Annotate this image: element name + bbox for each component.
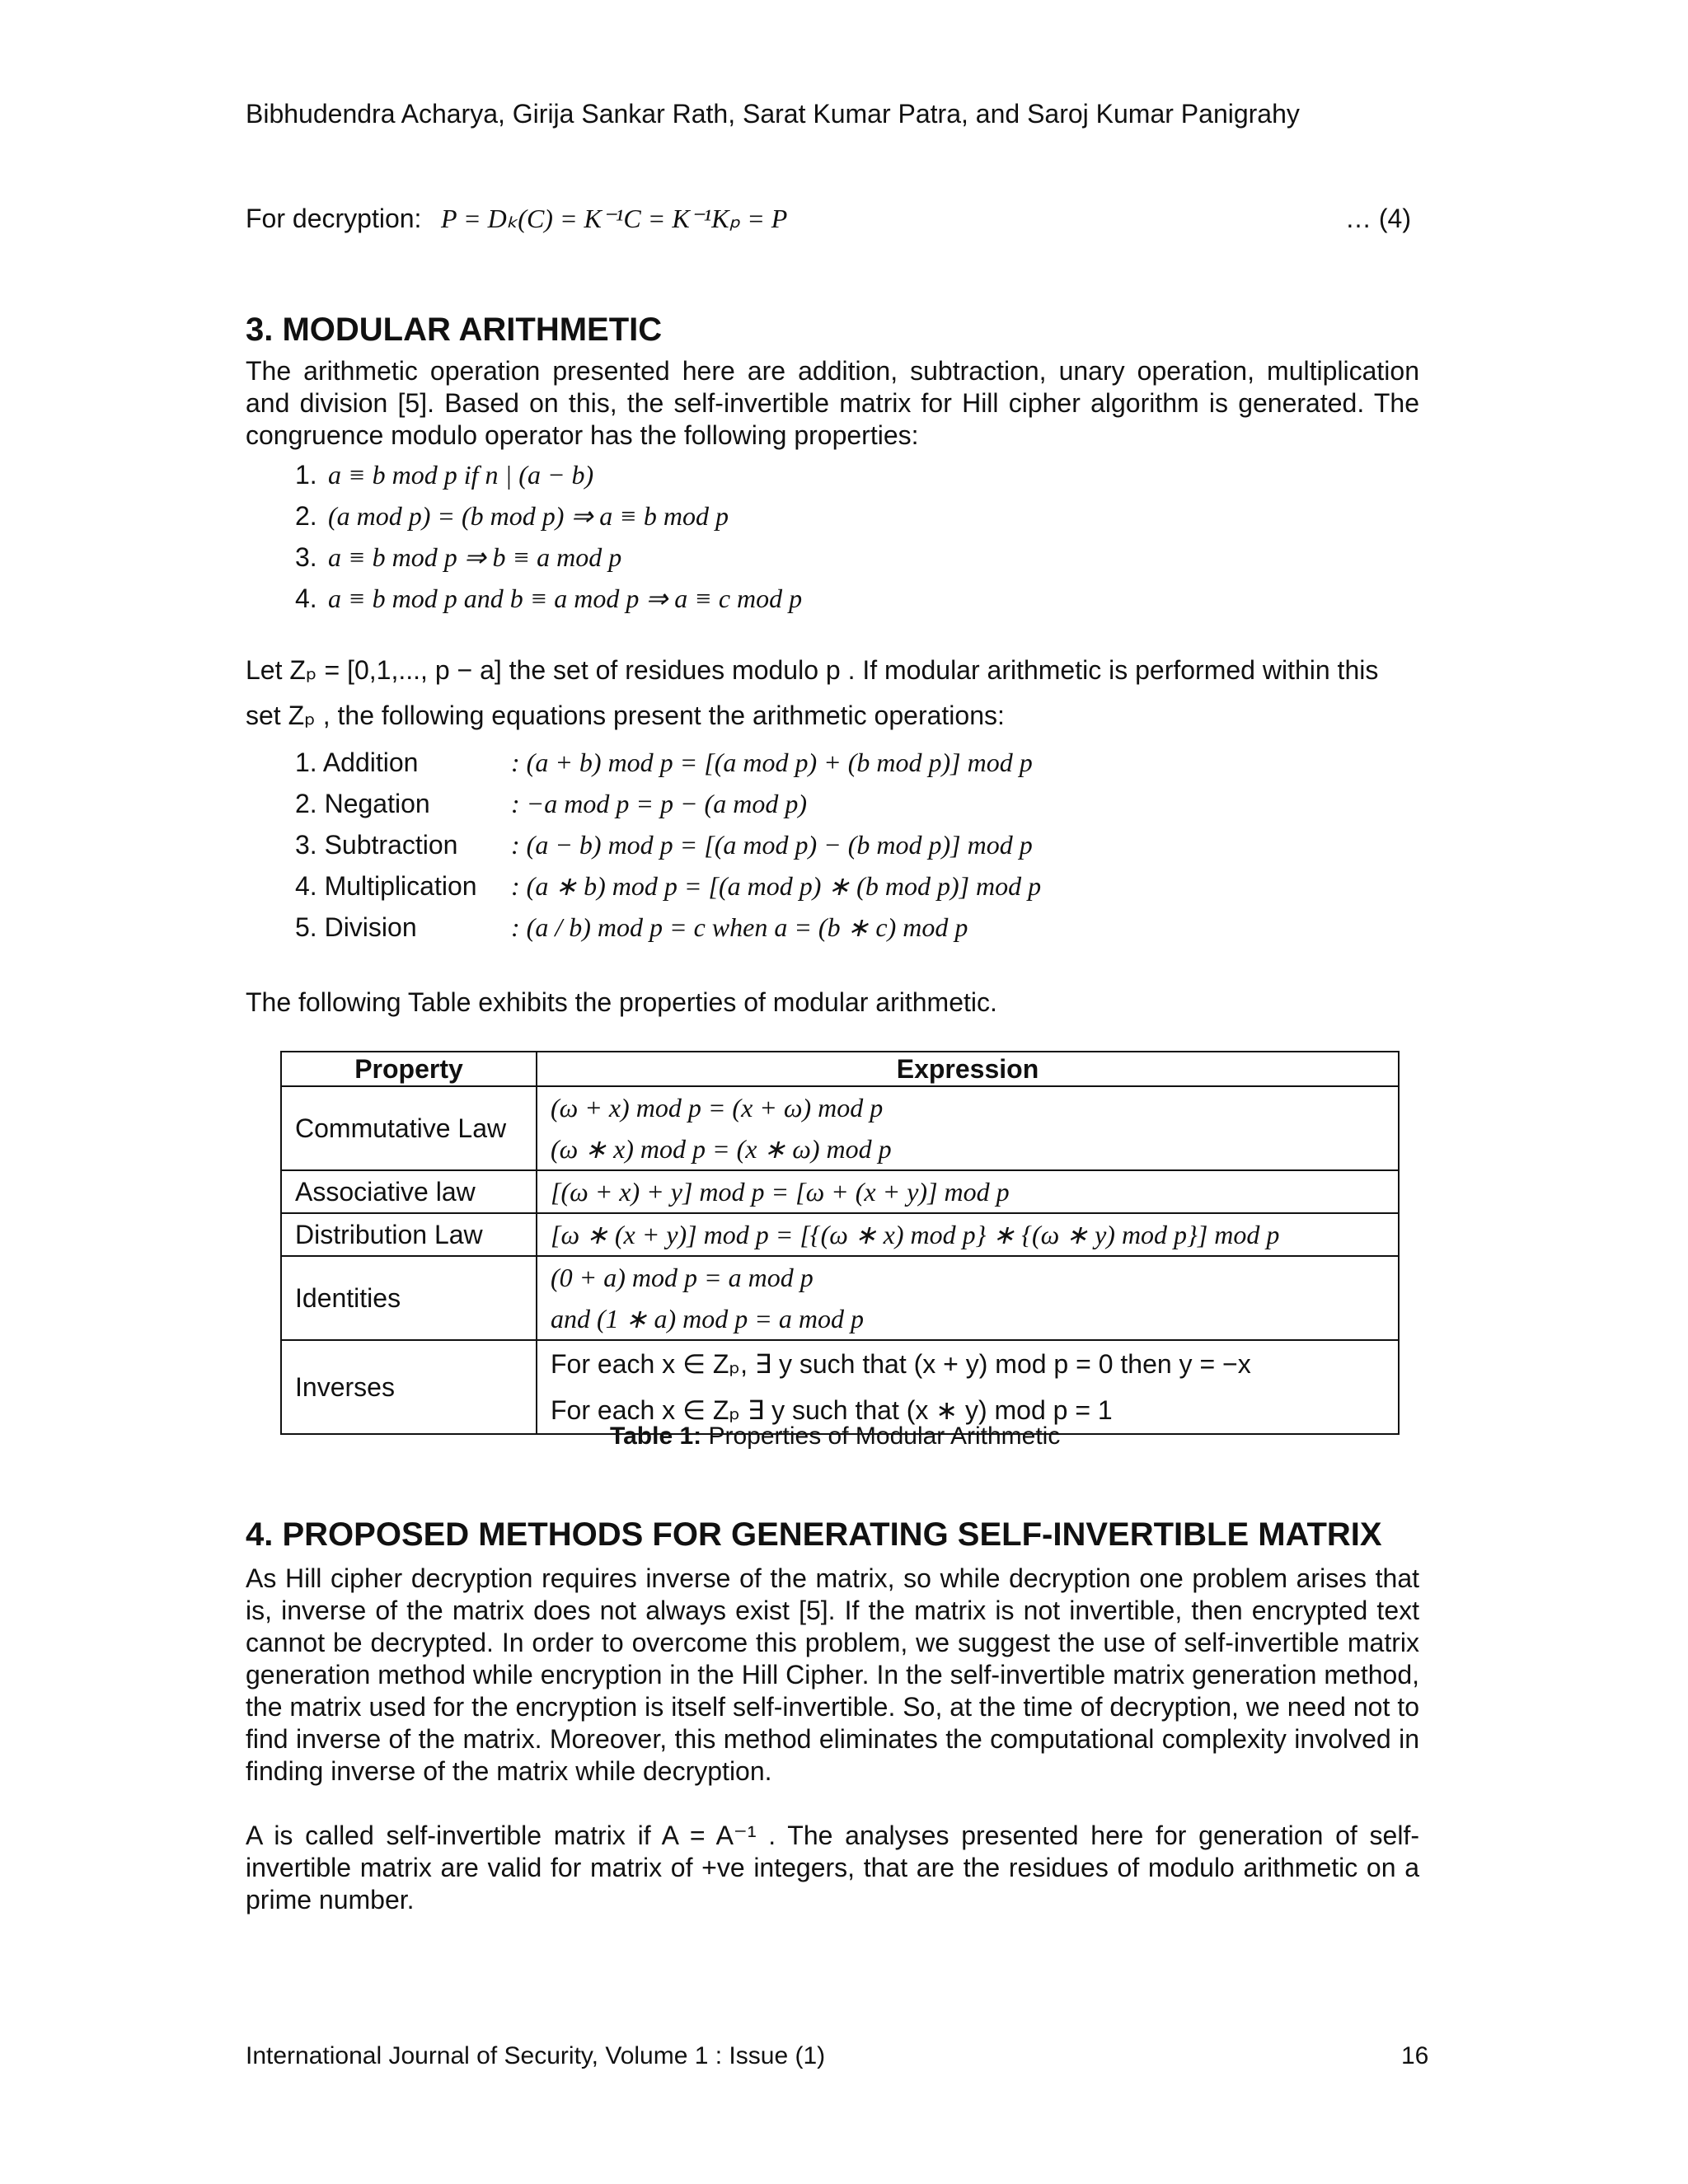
caption-label: Table 1: xyxy=(610,1422,702,1450)
expression-cell xyxy=(537,1340,1399,1434)
section-3-heading: 3. MODULAR ARITHMETIC xyxy=(246,312,663,348)
decryption-formula: P = Dₖ(C) = K⁻¹C = K⁻¹Kₚ = P xyxy=(441,204,788,233)
expression-cell xyxy=(537,1256,1399,1340)
expression-line: For each x ∈ Zₚ, ∃ y such that (x + y) mod p = 0 then y = −x xyxy=(551,1349,1251,1379)
operation-multiplication-expr: : (a ∗ b) mod p = [(a mod p) ∗ (b mod p)] mod p xyxy=(511,871,1042,901)
property-3-num: 3. xyxy=(295,542,317,572)
operation-negation-expr: : −a mod p = p − (a mod p) xyxy=(511,789,807,818)
section-4-paragraph-1: As Hill cipher decryption requires inverse of the matrix, so while decryption one problem arises that is, inverse of the matrix does not always exist [5]. If the matrix is not invertible, then encrypted text cannot be decrypted. In order to overcome this problem, we suggest the use of self-invertible matrix generation method while encryption in the Hill Cipher. In the self-invertible matrix generation method, the matrix used for the encryption is itself self-invertible. So, at the time of decryption, we need not to find inverse of the matrix. Moreover, this method eliminates the computational complexity involved in finding inverse of the matrix while decryption. xyxy=(246,1563,1419,1786)
property-4-num: 4. xyxy=(295,583,317,613)
equation-number: … (4) xyxy=(1345,204,1411,233)
operation-addition-label: 1. Addition xyxy=(295,748,419,777)
expression-line: [(ω + x) + y] mod p = [ω + (x + y)] mod p xyxy=(551,1177,1010,1207)
property-4-expr: a ≡ b mod p and b ≡ a mod p ⇒ a ≡ c mod p xyxy=(328,583,803,613)
properties-table xyxy=(280,1051,1400,1435)
expression-cell xyxy=(537,1086,1399,1170)
operation-division-expr: : (a / b) mod p = c when a = (b ∗ c) mod p xyxy=(511,912,968,942)
table-row xyxy=(281,1256,1399,1340)
property-1-expr: a ≡ b mod p if n | (a − b) xyxy=(328,460,594,490)
running-header: Bibhudendra Acharya, Girija Sankar Rath, Sarat Kumar Patra, and Saroj Kumar Panigrahy xyxy=(246,99,1300,129)
operation-addition-expr: : (a + b) mod p = [(a mod p) + (b mod p)] mod p xyxy=(511,748,1033,777)
section-4-definition xyxy=(246,1820,1419,1916)
expression-line: For each x ∈ Zₚ ∃ y such that (x ∗ y) mod p = 1 xyxy=(551,1395,1113,1425)
expression-line: (ω + x) mod p = (x + ω) mod p xyxy=(551,1093,884,1122)
section-4-body xyxy=(246,1563,1419,1788)
table-header-row xyxy=(281,1052,1399,1086)
operation-subtraction-expr: : (a − b) mod p = [(a mod p) − (b mod p)] mod p xyxy=(511,830,1033,860)
operation-multiplication-label: 4. Multiplication xyxy=(295,871,477,901)
expression-cell xyxy=(537,1170,1399,1213)
operation-negation-label: 2. Negation xyxy=(295,789,430,818)
expression-cell xyxy=(537,1213,1399,1256)
section-3-intro xyxy=(246,355,1419,452)
residue-set-line-2: set Zₚ , the following equations present the arithmetic operations: xyxy=(246,701,1005,730)
property-cell: Commutative Law xyxy=(281,1086,537,1170)
intro-paragraph: The arithmetic operation presented here are addition, subtraction, unary operation, multiplication and division [5]. Based on this, the self-invertible matrix for Hill cipher algorithm is generated. The congruence modulo operator has the following properties: xyxy=(246,356,1419,450)
footer-journal: International Journal of Security, Volume 1 : Issue (1) xyxy=(246,2042,826,2069)
property-1-num: 1. xyxy=(295,460,317,490)
property-cell: Inverses xyxy=(281,1340,537,1434)
table-row xyxy=(281,1213,1399,1256)
operation-division-label: 5. Division xyxy=(295,912,417,942)
header-property: Property xyxy=(281,1052,537,1086)
header-expression: Expression xyxy=(537,1052,1399,1086)
page-number: 16 xyxy=(1401,2042,1429,2069)
expression-line: and (1 ∗ a) mod p = a mod p xyxy=(551,1304,864,1333)
property-3-expr: a ≡ b mod p ⇒ b ≡ a mod p xyxy=(328,542,622,572)
expression-line: (0 + a) mod p = a mod p xyxy=(551,1263,814,1292)
property-cell: Associative law xyxy=(281,1170,537,1213)
residue-set-line-1: Let Zₚ = [0,1,..., p − a] the set of residues modulo p . If modular arithmetic is performed within this xyxy=(246,655,1379,685)
decryption-label: For decryption: xyxy=(246,204,422,233)
expression-line: [ω ∗ (x + y)] mod p = [{(ω ∗ x) mod p} ∗ {(ω ∗ y) mod p}] mod p xyxy=(551,1220,1280,1249)
table-caption xyxy=(610,1422,1060,1451)
caption-text: Properties of Modular Arithmetic xyxy=(701,1422,1061,1450)
table-row xyxy=(281,1170,1399,1213)
table-intro: The following Table exhibits the properties of modular arithmetic. xyxy=(246,987,997,1017)
section-4-heading: 4. PROPOSED METHODS FOR GENERATING SELF-INVERTIBLE MATRIX xyxy=(246,1516,1382,1553)
property-2-num: 2. xyxy=(295,501,317,531)
table-row xyxy=(281,1086,1399,1170)
operation-subtraction-label: 3. Subtraction xyxy=(295,830,458,860)
table-row xyxy=(281,1340,1399,1434)
expression-line: (ω ∗ x) mod p = (x ∗ ω) mod p xyxy=(551,1134,892,1164)
section-4-paragraph-2: A is called self-invertible matrix if A = A⁻¹ . The analyses presented here for generation of self-invertible matrix are valid for matrix of +ve integers, that are the residues of modulo arithmetic on a prime number. xyxy=(246,1821,1419,1915)
property-cell: Distribution Law xyxy=(281,1213,537,1256)
property-cell: Identities xyxy=(281,1256,537,1340)
property-2-expr: (a mod p) = (b mod p) ⇒ a ≡ b mod p xyxy=(328,501,729,531)
